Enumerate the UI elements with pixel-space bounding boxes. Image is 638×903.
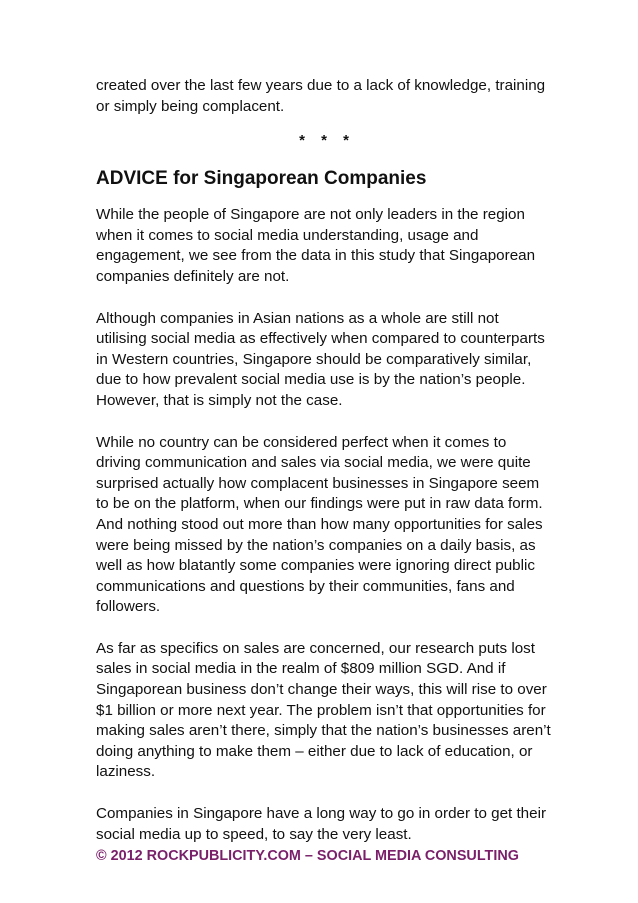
intro-paragraph: created over the last few years due to a lack of knowledge, training or simply being complacent. xyxy=(96,77,546,115)
section-separator: * * * xyxy=(299,132,355,150)
paragraph-2: Although companies in Asian nations as a whole are still not utilising social media as effectively when compared to counterparts in Western countries, Singapore should be comparatively similar, due to how prevalent social media use is by the nation’s people. However, that is simply not the case. xyxy=(96,309,545,409)
paragraph-1: While the people of Singapore are not only leaders in the region when it comes to social media understanding, usage and engagement, we see from the data in this study that Singaporean companies definitely are not. xyxy=(96,206,536,285)
paragraph-5: Companies in Singapore have a long way to go in order to get their social media up to speed, to say the very least. xyxy=(96,805,546,843)
page-footer: © 2012 ROCKPUBLICITY.COM – SOCIAL MEDIA CONSULTING xyxy=(96,848,519,864)
section-heading: ADVICE for Singaporean Companies xyxy=(96,168,427,190)
paragraph-3: While no country can be considered perfect when it comes to driving communication and sales via social media, we were quite surprised actually how complacent businesses in Singapore seem to be on the platform, when our findings were put in raw data form. And nothing stood out more than how many opportunities for sales were being missed by the nation’s companies on a daily basis, as well as how blatantly some companies were ignoring direct public communications and questions by their communities, fans and followers. xyxy=(96,433,543,616)
paragraph-4: As far as specifics on sales are concerned, our research puts lost sales in social media in the realm of $809 million SGD. And if Singaporean business don’t change their ways, this will rise to over $1 billion or more next year. The problem isn’t that opportunities for making sales aren’t there, simply that the nation’s businesses aren’t doing anything to make them – either due to lack of education, or laziness. xyxy=(96,639,551,781)
document-body xyxy=(96,76,552,866)
